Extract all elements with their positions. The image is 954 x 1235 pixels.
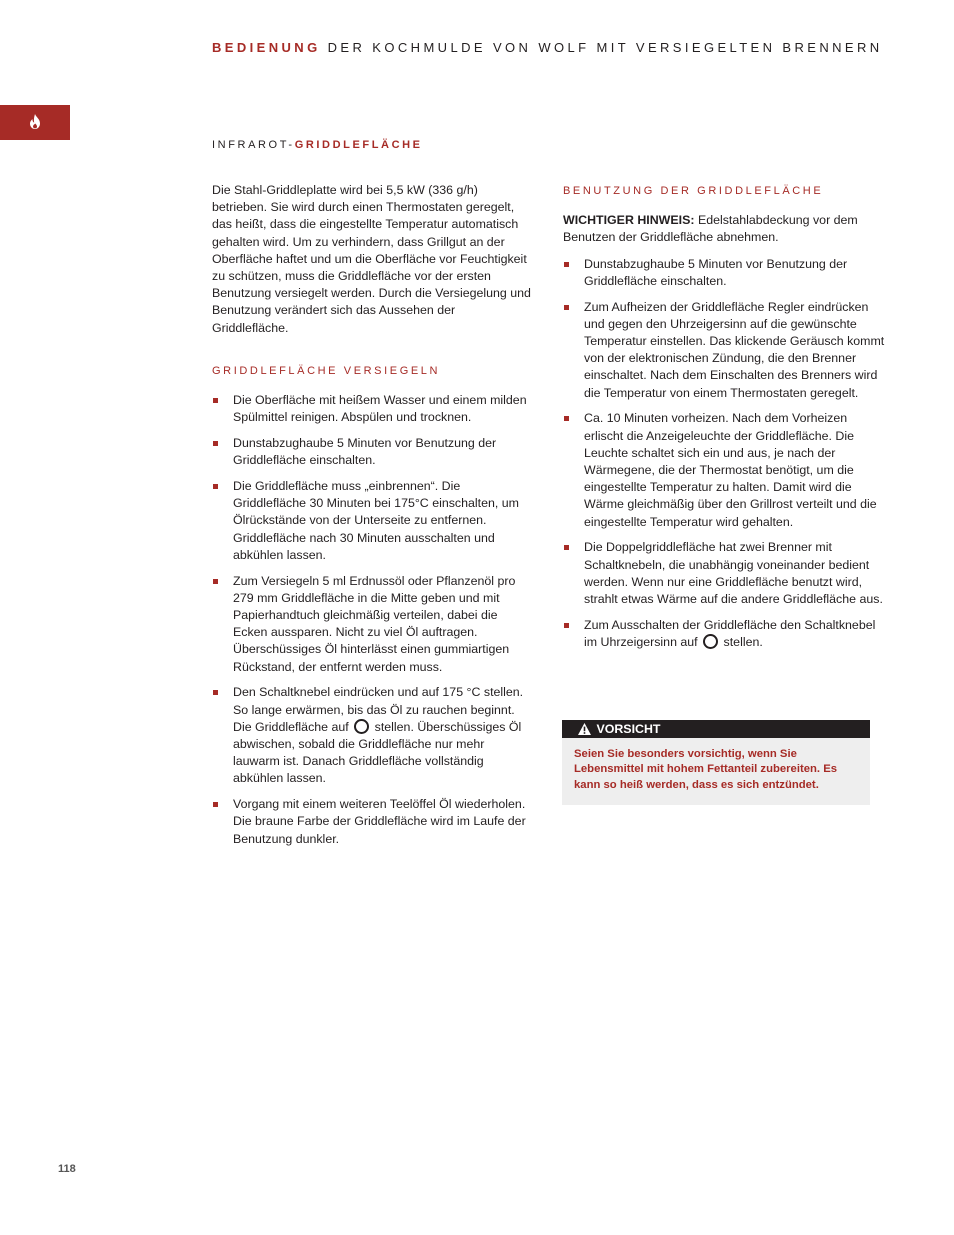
warning-icon	[578, 723, 591, 735]
caution-header	[562, 720, 870, 738]
left-column	[212, 182, 534, 856]
list-item	[212, 392, 534, 426]
subhead-sealing: GRIDDLEFLÄCHE VERSIEGELN	[212, 364, 441, 377]
step-text: Vorgang mit einem weiteren Teelöffel Öl wiederholen. Die braune Farbe der Griddlefläche wird im Laufe der Benutzung dunkler.	[233, 797, 526, 846]
right-column	[563, 183, 885, 660]
off-position-icon	[354, 719, 369, 734]
step-text-part-b: stellen. Überschüssiges Öl abwischen, sobald die Griddlefläche nur mehr lauwarm ist. Danach Griddlefläche vollständig abkühlen lassen.	[233, 719, 522, 786]
step-text: Zum Aufheizen der Griddlefläche Regler eindrücken und gegen den Uhrzeigersinn auf die gewünschte Temperatur einstellen. Das klickende Geräusch kommt von der elektronischen Zündung, die den Brenner einschaltet. Nach dem Einschalten des Brenners wird die Temperatur von einem Thermostaten geregelt.	[584, 299, 885, 400]
list-item	[563, 617, 885, 651]
note-label: WICHTIGER HINWEIS:	[563, 213, 695, 228]
important-note	[563, 212, 885, 246]
bullet-marker	[564, 262, 569, 267]
list-item	[212, 684, 534, 787]
bullet-marker	[213, 398, 218, 403]
bullet-marker	[213, 441, 218, 446]
sealing-steps	[212, 392, 534, 848]
list-item	[212, 573, 534, 676]
intro-paragraph: Die Stahl-Griddleplatte wird bei 5,5 kW (336 g/h) betrieben. Sie wird durch einen Thermostaten geregelt, das heißt, dass die eingestellte Temperatur automatisch gehalten wird. Um zu verhindern, dass Grillgut an der Oberfläche haftet und um die Oberfläche vor Feuchtigkeit zu schützen, muss die Griddlefläche vor der ersten Benutzung versiegelt werden. Durch die Versiegelung und Benutzung verändert sich das Aussehen der Griddlefläche.	[212, 183, 531, 335]
header-highlight: BEDIENUNG	[212, 40, 321, 55]
bullet-marker	[564, 545, 569, 550]
list-item	[212, 796, 534, 848]
list-item	[212, 478, 534, 564]
page-number: 118	[58, 1163, 76, 1175]
step-text: Ca. 10 Minuten vorheizen. Nach dem Vorheizen erlischt die Anzeigeleuchte der Griddlefläche. Die Leuchte schaltet sich ein und aus, je nach der Wärmegene, die der Thermostat benötigt, um die eingestellte Temperatur zu halten. Damit wird die Wärme gleichmäßig über den Grillrost verteilt und die eingestellte Temperatur wird gehalten.	[584, 411, 877, 529]
caution-box	[562, 720, 870, 805]
bullet-marker	[564, 305, 569, 310]
step-text: Die Oberfläche mit heißem Wasser und einem milden Spülmittel reinigen. Abspülen und trocknen.	[233, 393, 527, 425]
caution-text: Seien Sie besonders vorsichtig, wenn Sie Lebensmittel mit hohem Fettanteil zubereiten. Es kann so heiß werden, dass es sich entzündet.	[574, 748, 838, 791]
list-item	[563, 299, 885, 402]
step-text-part-a: Zum Ausschalten der Griddlefläche den Schaltknebel im Uhrzeigersinn auf	[584, 617, 876, 650]
off-position-icon	[703, 634, 718, 649]
flame-icon	[29, 114, 41, 129]
step-text: Dunstabzughaube 5 Minuten vor Benutzung der Griddlefläche einschalten.	[584, 256, 848, 288]
step-text: Die Griddlefläche muss „einbrennen“. Die Griddlefläche 30 Minuten bei 175°C einschalten, um Ölrückstände von der Unterseite zu entfernen. Griddlefläche nach 30 Minuten ausschalten und abkühlen lassen.	[233, 479, 519, 562]
usage-steps	[563, 256, 885, 652]
bullet-marker	[564, 623, 569, 628]
bullet-marker	[213, 484, 218, 489]
step-text-part-b: stellen.	[723, 635, 763, 650]
list-item	[563, 539, 885, 608]
subhead-usage: BENUTZUNG DER GRIDDLEFLÄCHE	[563, 185, 824, 197]
step-text: Die Doppelgriddlefläche hat zwei Brenner mit Schaltknebeln, die unabhängig voneinander bedient werden. Wenn nur eine Griddlefläche benutzt wird, strahlt etwas Wärme auf die andere Griddlefläche aus.	[584, 540, 883, 607]
step-text-part-a: Den Schaltknebel eindrücken und auf 175 °C stellen. So lange erwärmen, bis das Öl zu rauchen beginnt. Die Griddlefläche auf	[233, 685, 524, 734]
list-item	[563, 256, 885, 290]
page-header	[212, 40, 912, 55]
section-tab	[0, 105, 70, 140]
step-text: Zum Versiegeln 5 ml Erdnussöl oder Pflanzenöl pro 279 mm Griddlefläche in die Mitte geben und mit Papierhandtuch gleichmäßig verteilen, dabei die Ecken aussparen. Nicht zu viel Öl auftragen. Überschüssiges Öl hinterlässt einen gummiartigen Rückstand, der entfernt werden muss.	[233, 573, 516, 674]
section-title-prefix: INFRAROT-	[212, 139, 295, 151]
bullet-marker	[213, 690, 218, 695]
bullet-marker	[564, 416, 569, 421]
step-text: Dunstabzughaube 5 Minuten vor Benutzung der Griddlefläche einschalten.	[233, 436, 497, 468]
caution-label: VORSICHT	[596, 722, 661, 736]
list-item	[563, 410, 885, 530]
list-item	[212, 435, 534, 469]
note-text: Edelstahlabdeckung vor dem Benutzen der Griddlefläche abnehmen.	[563, 213, 858, 245]
header-rest: DER KOCHMULDE VON WOLF MIT VERSIEGELTEN BRENNERN	[327, 40, 883, 55]
bullet-marker	[213, 802, 218, 807]
section-title	[212, 139, 423, 151]
section-title-highlight: GRIDDLEFLÄCHE	[294, 139, 423, 151]
bullet-marker	[213, 579, 218, 584]
